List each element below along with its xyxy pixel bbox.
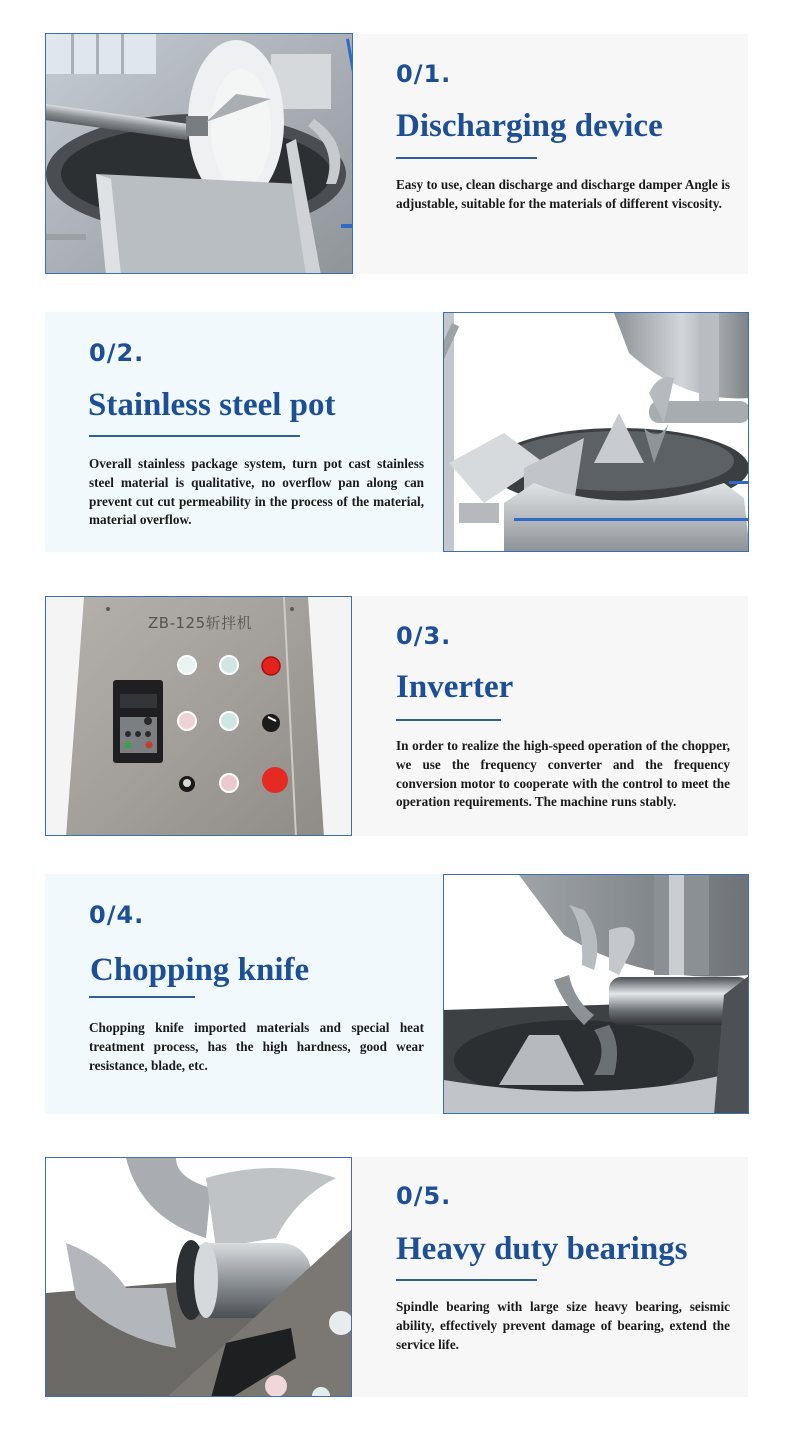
heavy-duty-bearings-photo xyxy=(45,1157,352,1397)
title-underline xyxy=(396,719,501,721)
feature-title: Heavy duty bearings xyxy=(396,1231,688,1267)
feature-title: Inverter xyxy=(396,669,514,705)
feature-title: Stainless steel pot xyxy=(88,387,336,423)
control-panel-model-label: ZB-125斩拌机 xyxy=(148,614,253,632)
feature-number: 0/4. xyxy=(89,901,145,929)
title-underline xyxy=(89,435,300,437)
discharging-device-photo xyxy=(45,33,353,274)
feature-title: Discharging device xyxy=(396,108,663,144)
title-underline xyxy=(396,157,537,159)
feature-number: 0/5. xyxy=(396,1182,452,1210)
feature-description: In order to realize the high-speed operation of the chopper, we use the frequency converter and the frequency conversion motor to cooperate with the control to meet the operation requirements. The machine runs stably. xyxy=(396,738,730,810)
feature-number: 0/3. xyxy=(396,622,452,650)
feature-description: Overall stainless package system, turn pot cast stainless steel material is qualitative, no overflow pan along can prevent cut cut permeability in the process of the material, material overflow. xyxy=(89,456,424,528)
feature-description: Chopping knife imported materials and special heat treatment process, has the high hardness, good wear resistance, blade, etc. xyxy=(89,1020,424,1073)
feature-number: 0/1. xyxy=(396,60,452,88)
bearing-illustration xyxy=(46,1158,352,1397)
title-underline xyxy=(396,1279,537,1281)
feature-title: Chopping knife xyxy=(90,952,310,988)
feature-description: Spindle bearing with large size heavy bearing, seismic ability, effectively prevent damage of bearing, extend the service life. xyxy=(396,1299,730,1352)
stainless-steel-pot-illustration xyxy=(444,313,749,552)
inverter-control-panel-photo xyxy=(45,596,352,836)
feature-description: Easy to use, clean discharge and discharge damper Angle is adjustable, suitable for the materials of different viscosity. xyxy=(396,177,730,211)
discharging-device-illustration xyxy=(46,34,353,274)
chopping-knife-illustration xyxy=(444,875,749,1114)
stainless-steel-pot-photo xyxy=(443,312,749,552)
title-underline xyxy=(89,996,195,998)
feature-number: 0/2. xyxy=(89,339,145,367)
chopping-knife-photo xyxy=(443,874,749,1114)
